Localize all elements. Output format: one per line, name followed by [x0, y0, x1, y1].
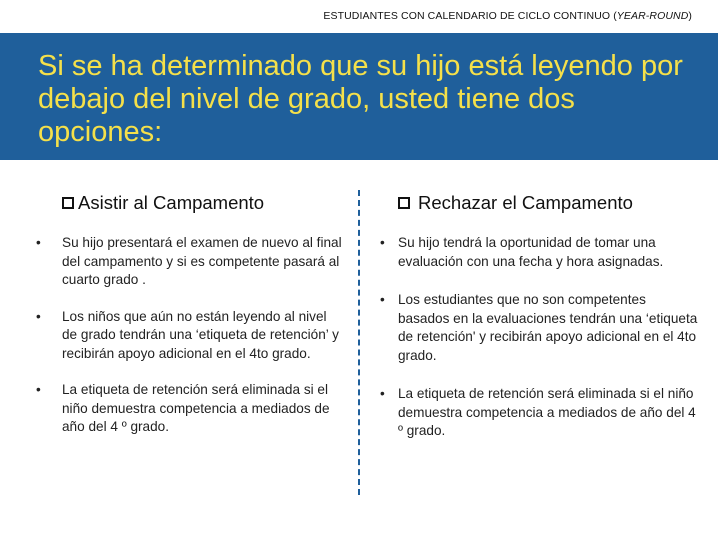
- bullet-icon: •: [380, 235, 385, 250]
- option-heading-label: Rechazar el Campamento: [418, 192, 633, 213]
- list-item-text: La etiqueta de retención será eliminada si el niño demuestra competencia a mediados de año del 4 º grado.: [62, 382, 330, 434]
- header-label-main: ESTUDIANTES CON CALENDARIO DE CICLO CONTINUO (: [323, 10, 617, 22]
- header-label-italic: YEAR-ROUND: [616, 10, 689, 22]
- bullet-list: [36, 234, 342, 437]
- option-attend-camp: [36, 192, 342, 437]
- list-item-text: Los estudiantes que no son competentes basados en la evaluaciones tendrán una ‘etiqueta de retención' y recibirán apoyo adicional en el 4to grado.: [398, 292, 698, 363]
- bullet-icon: •: [36, 308, 41, 324]
- option-heading: [398, 192, 698, 214]
- list-item: [36, 234, 342, 290]
- column-divider: [358, 190, 360, 495]
- option-heading-label: Asistir al Campamento: [78, 192, 265, 213]
- option-decline-camp: [380, 192, 698, 441]
- bullet-icon: •: [380, 386, 385, 401]
- checkbox-icon: [398, 197, 410, 209]
- list-item-text: La etiqueta de retención será eliminada si el niño demuestra competencia a mediados de año del 4 º grado.: [398, 386, 696, 438]
- list-item: [36, 308, 342, 364]
- bullet-icon: •: [36, 235, 41, 250]
- header-label: [323, 10, 692, 22]
- title-banner: [0, 33, 718, 160]
- header-label-end: ): [688, 10, 692, 22]
- bullet-icon: •: [36, 382, 41, 397]
- list-item: [36, 381, 342, 437]
- list-item-text: Su hijo presentará el examen de nuevo al final del campamento y si es competente pasará al cuarto grado .: [62, 235, 342, 287]
- list-item: [380, 234, 698, 271]
- bullet-list: [380, 234, 698, 441]
- page-title: Si se ha determinado que su hijo está leyendo por debajo del nivel de grado, usted tiene dos opciones:: [38, 50, 683, 148]
- list-item-text: Los niños que aún no están leyendo al nivel de grado tendrán una ‘etiqueta de retención’ y recibirán apoyo adicional en el 4to grado.: [62, 308, 339, 361]
- list-item: [380, 385, 698, 441]
- checkbox-icon: [62, 197, 74, 209]
- list-item-text: Su hijo tendrá la oportunidad de tomar una evaluación con una fecha y hora asignadas.: [398, 235, 664, 269]
- bullet-icon: •: [380, 292, 385, 307]
- option-heading: [62, 192, 342, 214]
- list-item: [380, 291, 698, 365]
